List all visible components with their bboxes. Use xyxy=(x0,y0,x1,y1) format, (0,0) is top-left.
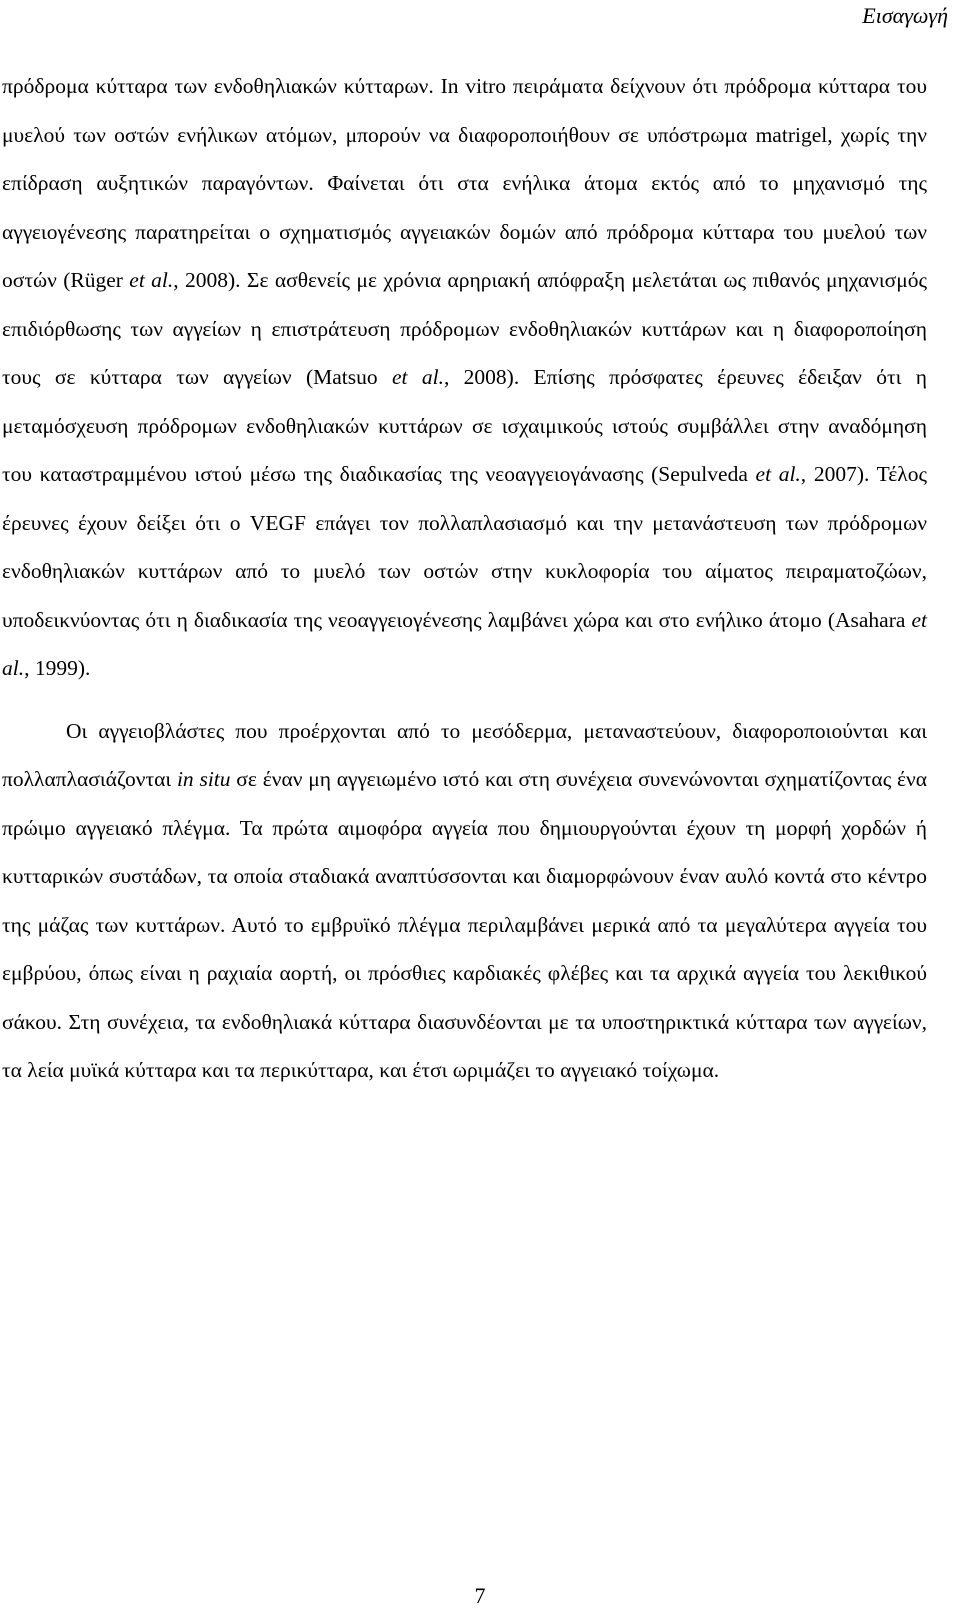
page-number: 7 xyxy=(474,1583,486,1608)
citation-et-al: et al. xyxy=(391,365,444,389)
paragraph-1-text-5: , 1999). xyxy=(24,656,91,680)
paragraph-2-text-1: Οι αγγειοβλάστες που προέρχονται από το μεσόδερμα, μεταναστεύουν, διαφοροποιούνται και πολλαπλασιάζονται xyxy=(2,718,927,791)
paragraph-1-text-4: , 2007). Τέλος έρευνες έχουν δείξει ότι ο VEGF επάγει τον πολλαπλασιασμό και την μετανάστευση των πρόδρομων ενδοθηλιακών κυττάρων από το μυελό των οστών στην κυκλοφορία του αίματος πειραματοζώων, υποδεικνύοντας ότι η διαδικασία της νεοαγγειογένεσης λαμβάνει χώρα και στο ενήλικο άτομο (Asahara xyxy=(2,462,927,632)
citation-et-al: et al. xyxy=(2,607,927,680)
paragraph-2-text-2: σε έναν μη αγγειωμένο ιστό και στη συνέχεια συνενώνονται σχηματίζοντας ένα πρώιμο αγγειακό πλέγμα. Τα πρώτα αιμοφόρα αγγεία που δημιουργούνται έχουν τη μορφή χορδών ή κυτταρικών συστάδων, τα οποία σταδιακά αναπτύσσονται και διαμορφώνουν έναν αυλό κοντά στο κέντρο της μάζας των κυττάρων. Αυτό το εμβρυϊκό πλέγμα περιλαμβάνει μερικά από τα μεγαλύτερα αγγεία του εμβρύου, όπως είναι η ραχιαία αορτή, οι πρόσθιες καρδιακές φλέβες και τα αρχικά αγγεία του λεκιθικού σάκου. Στη συνέχεια, τα ενδοθηλιακά κύτταρα διασυνδέονται με τα υποστηρικτικά κύτταρα των αγγείων, τα λεία μυϊκά κύτταρα και τα περικύτταρα, και έτσι ωριμάζει το αγγειακό τοίχωμα. xyxy=(2,767,927,1082)
body-text xyxy=(2,62,927,1095)
paragraph-1-text-1: πρόδρομα κύτταρα των ενδοθηλιακών κύτταρων. In vitro πειράματα δείχνουν ότι πρόδρομα κύτταρα του μυελού των οστών ενήλικων ατόμων, μπορούν να διαφοροποιήθουν σε υπόστρωμα matrigel, χωρίς την επίδραση αυξητικών παραγόντων. Φαίνεται ότι στα ενήλικα άτομα εκτός από το μηχανισμό της αγγειογένεσης παρατηρείται ο σχηματισμός αγγειακών δομών από πρόδρομα κύτταρα του μυελού των οστών (Rüger xyxy=(2,74,927,292)
paragraph-2 xyxy=(2,707,927,1095)
citation-et-al: et al. xyxy=(755,462,801,486)
citation-et-al: et al. xyxy=(129,268,174,292)
paragraph-1-text-2: , 2008). Σε ασθενείς με χρόνια αρηριακή απόφραξη μελετάται ως πιθανός μηχανισμός επιδιόρθωσης των αγγείων η επιστράτευση πρόδρομων ενδοθηλιακών κυττάρων και η διαφοροποίηση τους σε κύτταρα των αγγείων (Matsuo xyxy=(2,268,927,389)
running-header: Εισαγωγή xyxy=(862,3,948,28)
paragraph-1 xyxy=(2,62,927,693)
paragraph-1-text-3: , 2008). Επίσης πρόσφατες έρευνες έδειξαν ότι η μεταμόσχευση πρόδρομων ενδοθηλιακών κυττάρων σε ισχαιμικούς ιστούς συμβάλλει στην αναδόμηση του καταστραμμένου ιστού μέσω της διαδικασίας της νεοαγγειογάνασης (Sepulveda xyxy=(2,365,927,486)
in-situ-term: in situ xyxy=(176,767,231,791)
